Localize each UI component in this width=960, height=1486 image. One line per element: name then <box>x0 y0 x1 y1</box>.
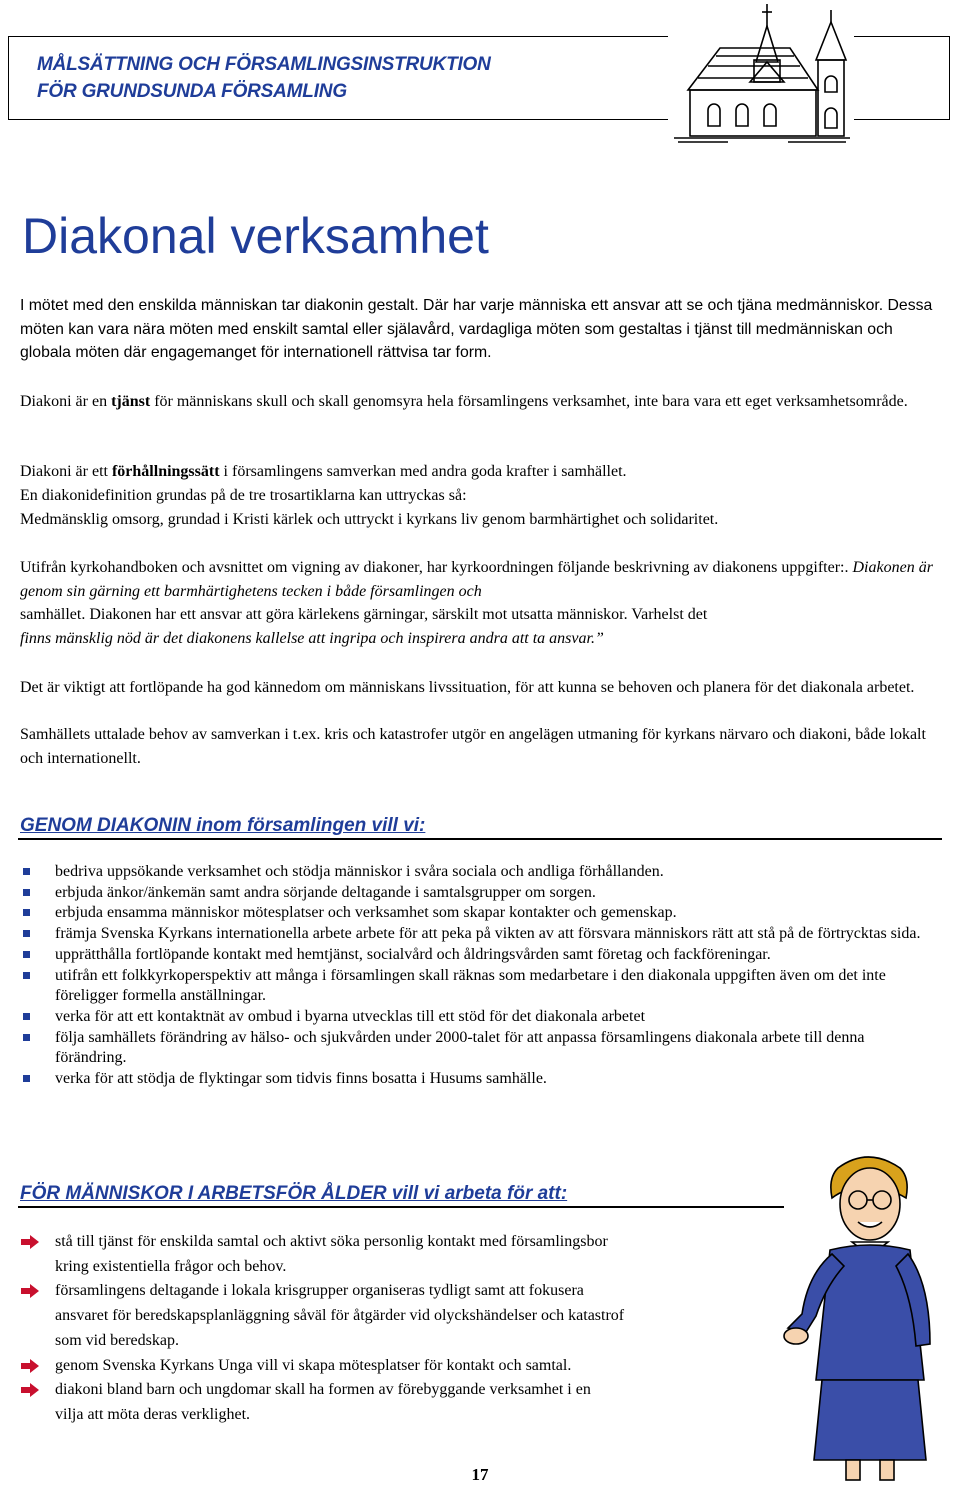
para-tjanst-before: Diakoni är en <box>20 393 112 410</box>
para-utifran <box>20 556 940 650</box>
header-title <box>37 51 491 105</box>
para-definition-2: Medmänsklig omsorg, grundad i Kristi kärlek och uttryckt i kyrkans liv genom barmhärtighet och solidaritet. <box>20 511 719 528</box>
list-item: församlingens deltagande i lokala krisgrupper organiseras tydligt samt att fokusera ansvaret för beredskapsplanläggning såväl för åtgärder vid olyckshändelser och katastrof som vid beredskap. <box>20 1279 790 1353</box>
square-bullet-icon <box>23 868 30 875</box>
para-forhall-bold: förhållningssätt <box>111 463 220 480</box>
list-item: främja Svenska Kyrkans internationella arbete arbete för att peka på vikten av att försvara människors rätt att stå på de förtrycktas sida. <box>20 924 935 945</box>
square-bullet-icon <box>23 889 30 896</box>
square-bullet-icon <box>23 972 30 979</box>
heading-rule-1 <box>18 838 942 840</box>
list-item: genom Svenska Kyrkans Unga vill vi skapa mötesplatser för kontakt och samtal. <box>20 1354 790 1379</box>
header-title-line1: MÅLSÄTTNING OCH FÖRSAMLINGSINSTRUKTION <box>37 54 491 75</box>
arrow-right-icon <box>20 1283 40 1299</box>
list-item: erbjuda änkor/änkemän samt andra sörjande deltagande i samtalsgrupper om sorgen. <box>20 883 935 904</box>
list-item: verka för att ett kontaktnät av ombud i byarna utvecklas till ett stöd för det diakonala arbetet <box>20 1007 935 1028</box>
list-item: erbjuda ensamma människor mötesplatser och verksamhet som skapar kontakter och gemenskap. <box>20 903 935 924</box>
para-utifran-c: samhället. Diakonen har ett ansvar att göra kärlekens gärningar, särskilt mot utsatta människor. Varhelst det <box>20 606 708 623</box>
page-number: 17 <box>471 1465 489 1484</box>
square-bullet-icon <box>23 909 30 916</box>
header-title-line2: FÖR GRUNDSUNDA FÖRSAMLING <box>37 81 347 102</box>
page-title: Diakonal verksamhet <box>22 208 489 264</box>
para-forhall-before: Diakoni är ett <box>20 463 112 480</box>
para-tjanst-after: för människans skull och skall genomsyra hela församlingens verksamhet, inte bara vara ett eget verksamhetsområde. <box>150 393 908 410</box>
church-illustration <box>668 0 854 150</box>
arrow-right-icon <box>20 1358 40 1374</box>
list-item: verka för att stödja de flyktingar som tidvis finns bosatta i Husums samhälle. <box>20 1069 935 1090</box>
para-forhallningssatt <box>20 460 940 484</box>
para-utifran-b: Diakonen är genom sin gärning ett barmhärtighetens tecken i både församlingen och <box>20 559 933 600</box>
para-tjanst <box>20 390 940 414</box>
square-bullet-icon <box>23 1013 30 1020</box>
list-item: diakoni bland barn och ungdomar skall ha formen av förebyggande verksamhet i en vilja att möta deras verklighet. <box>20 1378 790 1427</box>
list-item: upprätthålla fortlöpande kontakt med hemtjänst, socialvård och åldringsvården samt företag och fackföreningar. <box>20 945 935 966</box>
para-utifran-d: finns mänsklig nöd är det diakonens kallelse att ingripa och inspirera andra att ta ansvar.” <box>20 629 604 647</box>
para-forhall-after: i församlingens samverkan med andra goda krafter i samhället. <box>219 463 627 480</box>
square-bullet-icon <box>23 951 30 958</box>
para-viktigt: Det är viktigt att fortlöpande ha god kännedom om människans livssituation, för att kunna se behoven och planera för det diakonala arbetet. <box>20 679 915 696</box>
diakonin-goals-list <box>20 862 935 1090</box>
arbetsfor-goals-list <box>20 1230 790 1428</box>
square-bullet-icon <box>23 930 30 937</box>
list-item: stå till tjänst för enskilda samtal och aktivt söka personlig kontakt med församlingsbor kring existentiella frågor och behov. <box>20 1230 790 1279</box>
square-bullet-icon <box>23 1075 30 1082</box>
para-definition-1: En diakonidefinition grundas på de tre trosartiklarna kan uttryckas så: <box>20 487 467 504</box>
arrow-right-icon <box>20 1234 40 1250</box>
list-item: bedriva uppsökande verksamhet och stödja människor i svåra sociala och andliga förhållanden. <box>20 862 935 883</box>
heading-rule-2 <box>18 1206 784 1208</box>
para-utifran-a: Utifrån kyrkohandboken och avsnittet om vigning av diakoner, har kyrkoordningen följande beskrivning av diakonens uppgifter:. <box>20 559 849 576</box>
section-heading-diakonin: GENOM DIAKONIN inom församlingen vill vi: <box>20 815 426 836</box>
intro-paragraph: I mötet med den enskilda människan tar diakonin gestalt. Där har varje människa ett ansvar att se och tjäna medmänniskor. Dessa möten kan vara nära möten med enskilt samtal eller själavård, vardagliga möten som gestaltas i tjänst till medmänniskan och globala möten där engagemanget för internationell rättvisa tar form. <box>20 297 933 361</box>
para-samhallet: Samhällets uttalade behov av samverkan i t.ex. kris och katastrofer utgör en angelägen utmaning för kyrkans närvaro och diakoni, både lokalt och internationellt. <box>20 726 926 767</box>
square-bullet-icon <box>23 1034 30 1041</box>
list-item: utifrån ett folkkyrkoperspektiv att många i församlingen skall räknas som medarbetare i den diakonala uppgiften även om det inte föreligger formella anställningar. <box>20 966 935 1007</box>
cartoon-person-illustration <box>782 1150 958 1486</box>
section-heading-arbetsfor: FÖR MÄNNISKOR I ARBETSFÖR ÅLDER vill vi arbeta för att: <box>20 1183 568 1204</box>
arrow-right-icon <box>20 1382 40 1398</box>
para-tjanst-bold: tjänst <box>111 393 151 410</box>
list-item: följa samhällets förändring av hälso- och sjukvården under 2000-talet för att anpassa församlingens diakonala arbete till denna förändring. <box>20 1028 935 1069</box>
